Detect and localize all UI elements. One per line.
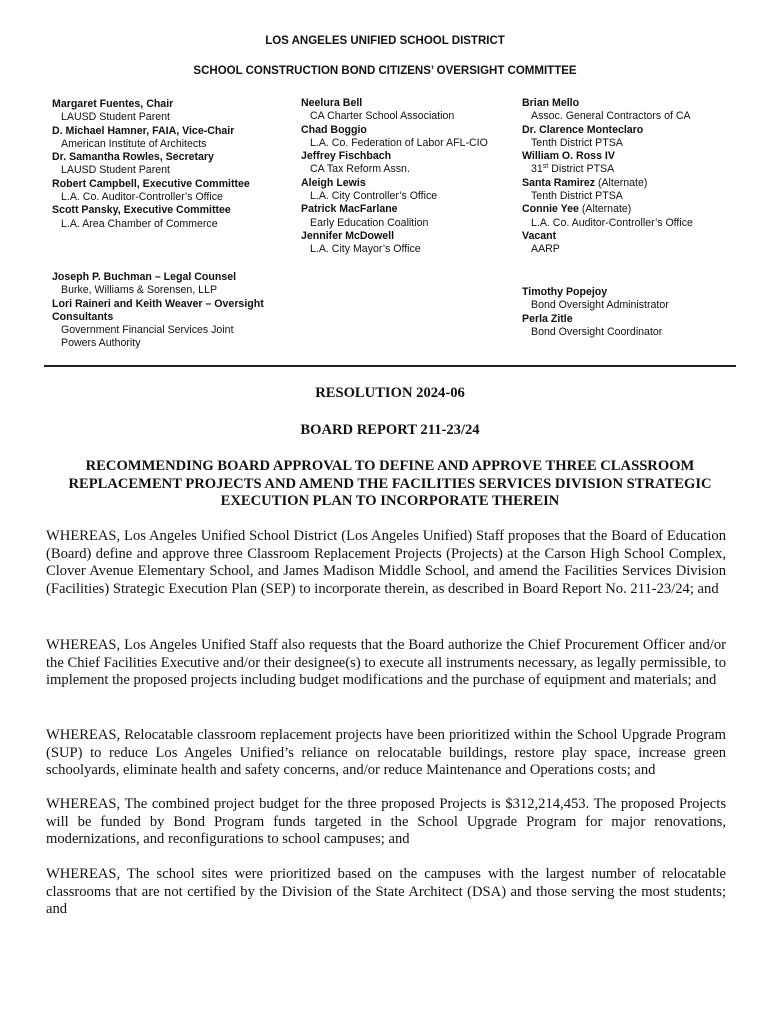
committee-heading: SCHOOL CONSTRUCTION BOND CITIZENS’ OVERSIGHT COMMITTEE: [193, 65, 577, 77]
member-name: Patrick MacFarlane: [301, 203, 398, 216]
member-name: Neelura Bell: [301, 97, 363, 109]
administrator-role: Bond Oversight Administrator: [531, 299, 669, 312]
whereas-paragraph: WHEREAS, Relocatable classroom replacement projects have been prioritized within the School Upgrade Program (SUP) to reduce Los Angeles Unified’s reliance on relocatable buildings, restore play space, increase green schoolyards, eliminate health and safety concerns, and/or reduce Maintenance and Operations costs; and: [46, 727, 726, 778]
member-org: Early Education Coalition: [310, 216, 429, 229]
resolution-title-line: EXECUTION PLAN TO INCORPORATE THEREIN: [220, 493, 560, 509]
district-heading: LOS ANGELES UNIFIED SCHOOL DISTRICT: [265, 35, 505, 47]
consultants-title: Consultants: [52, 310, 114, 323]
member-name-with-alternate: [522, 177, 752, 190]
member-org: AARP: [531, 243, 560, 256]
members-column-2: [301, 97, 521, 257]
whereas-paragraph: WHEREAS, Los Angeles Unified School District (Los Angeles Unified) Staff proposes that the Board of Education (Board) define and approve three Classroom Replacement Projects (Projects) at the Carson High School Complex, Clover Avenue Elementary School, and James Madison Middle School, and amend the Facilities Services Division (Facilities) Strategic Execution Plan (SEP) to incorporate therein, as described in Board Report No. 211-23/24; and: [46, 528, 726, 597]
member-name: D. Michael Hamner, FAIA, Vice-Chair: [52, 124, 235, 137]
alternate-label: (Alternate): [595, 176, 648, 189]
consultants-name: Lori Raineri and Keith Weaver – Oversight: [52, 297, 264, 310]
member-org: L.A. City Mayor’s Office: [310, 243, 421, 256]
members-column-3: [522, 97, 752, 257]
member-org: CA Tax Reform Assn.: [310, 163, 410, 176]
staff-column-left: [52, 271, 302, 351]
coordinator-name: Perla Zitle: [522, 312, 573, 325]
member-name: Dr. Samantha Rowles, Secretary: [52, 151, 214, 164]
member-org: CA Charter School Association: [310, 110, 455, 123]
consultants-org: Powers Authority: [61, 337, 141, 350]
member-name: Jennifer McDowell: [301, 229, 395, 242]
member-org: L.A. City Controller’s Office: [310, 190, 438, 203]
whereas-paragraph: WHEREAS, The combined project budget for the three proposed Projects is $312,214,453. The proposed Projects will be funded by Bond Program funds targeted in the School Upgrade Program for major renovations, modernizations, and reconfigurations to school campuses; and: [46, 796, 726, 847]
member-name: William O. Ross IV: [522, 150, 615, 163]
member-org: Tenth District PTSA: [531, 136, 623, 149]
board-report-number: BOARD REPORT 211-23/24: [300, 422, 480, 438]
member-name: Connie Yee: [522, 203, 579, 216]
member-name: Margaret Fuentes, Chair: [52, 98, 174, 110]
member-name: Dr. Clarence Monteclaro: [522, 123, 644, 136]
member-org: Tenth District PTSA: [531, 190, 623, 203]
header-divider: [44, 365, 736, 367]
member-org: Assoc. General Contractors of CA: [531, 110, 691, 123]
district-number: 31: [531, 163, 543, 176]
member-org: L.A. Co. Auditor-Controller’s Office: [531, 216, 693, 229]
administrator-name: Timothy Popejoy: [522, 286, 608, 298]
member-name: Robert Campbell, Executive Committee: [52, 177, 250, 190]
resolution-title-line: REPLACEMENT PROJECTS AND AMEND THE FACILITIES SERVICES DIVISION STRATEGIC: [68, 475, 712, 492]
coordinator-role: Bond Oversight Coordinator: [531, 325, 663, 338]
member-org: LAUSD Student Parent: [61, 164, 170, 177]
whereas-paragraph: WHEREAS, Los Angeles Unified Staff also requests that the Board authorize the Chief Procurement Officer and/or the Chief Facilities Executive and/or their designee(s) to execute all instruments necessary, as legally permissible, to implement the proposed projects including budget modifications and the purchase of equipment and materials; and: [46, 637, 726, 688]
member-org: L.A. Co. Federation of Labor AFL-CIO: [310, 136, 488, 149]
resolution-title-line: RECOMMENDING BOARD APPROVAL TO DEFINE AND APPROVE THREE CLASSROOM: [85, 458, 695, 474]
ordinal-suffix: st: [542, 163, 549, 171]
member-name: Jeffrey Fischbach: [301, 150, 392, 163]
legal-counsel-org: Burke, Williams & Sorensen, LLP: [61, 284, 218, 297]
members-column-1: [52, 98, 302, 231]
legal-counsel-name: Joseph P. Buchman – Legal Counsel: [52, 271, 237, 283]
whereas-paragraph: WHEREAS, The school sites were prioritized based on the campuses with the largest number of relocatable classrooms that are not certified by the Division of the State Architect (DSA) and those serving the most students; and: [46, 866, 726, 917]
member-name: Chad Boggio: [301, 123, 367, 136]
member-name: Scott Pansky, Executive Committee: [52, 204, 231, 217]
member-name: Brian Mello: [522, 97, 580, 109]
resolution-title: [44, 458, 736, 511]
member-org: LAUSD Student Parent: [61, 111, 170, 124]
staff-column-right: [522, 286, 752, 339]
district-label: District PTSA: [548, 163, 615, 176]
resolution-number: RESOLUTION 2024-06: [315, 385, 465, 401]
member-name: Santa Ramirez: [522, 176, 596, 189]
member-name-with-alternate: [522, 203, 752, 216]
member-org: [522, 163, 752, 176]
consultants-org: Government Financial Services Joint: [61, 324, 234, 337]
member-org: L.A. Area Chamber of Commerce: [61, 217, 218, 230]
member-name: Vacant: [522, 229, 557, 242]
member-org: American Institute of Architects: [61, 137, 207, 150]
alternate-label: (Alternate): [578, 203, 632, 216]
member-org: L.A. Co. Auditor-Controller’s Office: [61, 191, 223, 204]
member-name: Aleigh Lewis: [301, 176, 366, 189]
